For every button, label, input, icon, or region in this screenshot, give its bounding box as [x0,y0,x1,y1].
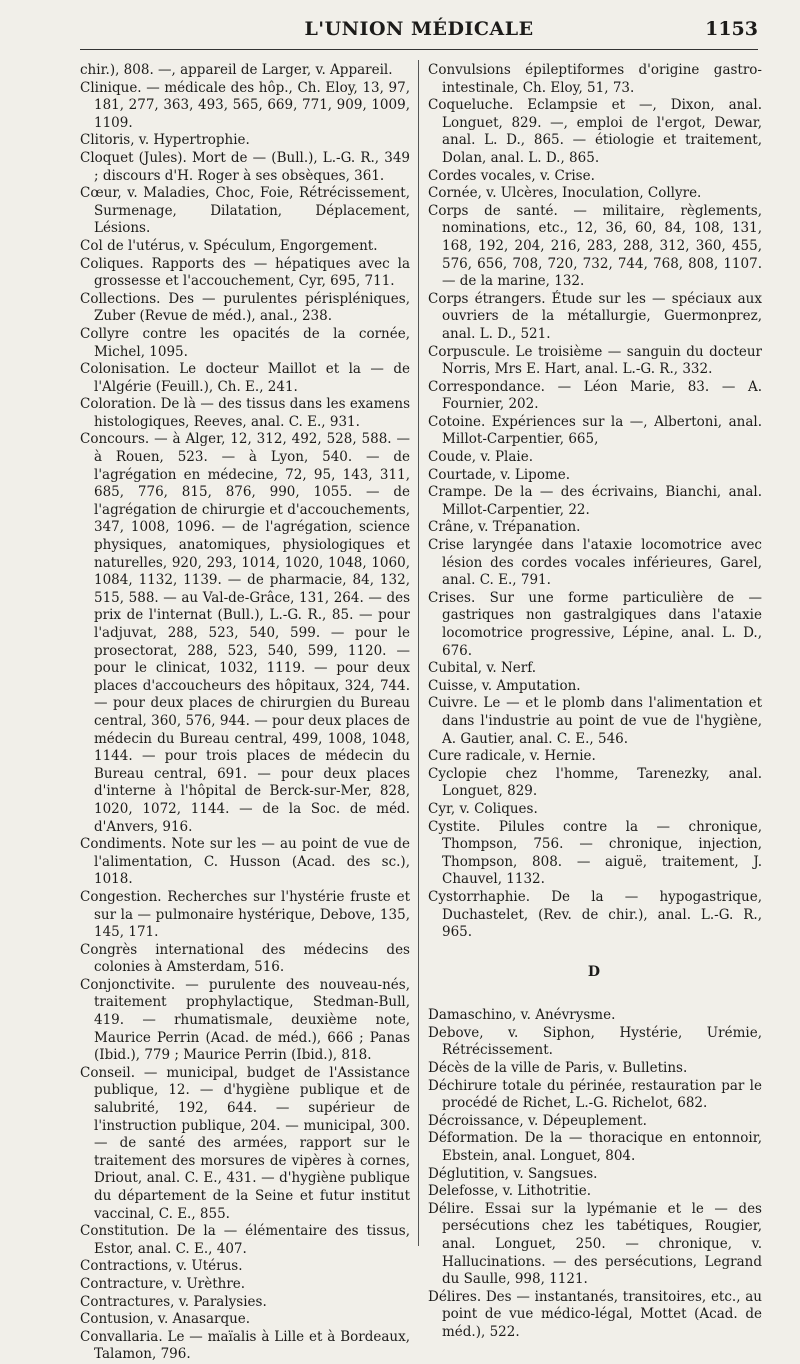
index-entry: Déchirure totale du périnée, restauration par le procédé de Richet, L.-G. Richelot, 682. [428,1077,762,1112]
index-entry: Cloquet (Jules). Mort de — (Bull.), L.-G. R., 349 ; discours d'H. Roger à ses obsèques, 361. [80,149,410,184]
right-column-entries-d [428,1007,762,1341]
index-entry: Crises. Sur une forme particulière de — gastriques non gastralgiques dans l'ataxie locomotrice progressive, Lépine, anal. L. D., 676. [428,589,762,659]
index-entry: Cuisse, v. Amputation. [428,677,581,694]
index-entry: Délires. Des — instantanés, transitoires, etc., au point de vue médico-légal, Mottet (Acad. de méd.), 522. [428,1288,762,1340]
index-entry: Cotoine. Expériences sur la —, Albertoni, anal. Millot-Carpentier, 665, [428,413,762,448]
index-entry: Convallaria. Le — maïalis à Lille et à Bordeaux, Talamon, 796. [80,1328,410,1363]
index-entry: Congestion. Recherches sur l'hystérie fruste et sur la — pulmonaire hystérique, Debove, 135, 145, 171. [80,888,410,941]
index-entry: Cystite. Pilules contre la — chronique, Thompson, 756. — chronique, injection, Thompson, 808. — aiguë, traitement, J. Chauvel, 1132. [428,818,762,888]
index-entry: Corps étrangers. Étude sur les — spéciaux aux ouvriers de la métallurgie, Guermonprez, anal. L. D., 521. [428,290,762,342]
index-entry: Correspondance. — Léon Marie, 83. — A. Fournier, 202. [428,378,762,413]
index-entry: Congrès international des médecins des colonies à Amsterdam, 516. [80,941,410,976]
index-entry: Clinique. — médicale des hôp., Ch. Eloy, 13, 97, 181, 277, 363, 493, 565, 669, 771, 909, 1009, 1109. [80,79,410,131]
index-entry: Cyclopie chez l'homme, Tarenezky, anal. Longuet, 829. [428,765,762,800]
index-entry: chir.), 808. —, appareil de Larger, v. Appareil. [80,62,393,78]
index-entry: Conjonctivite. — purulente des nouveau-nés, traitement prophylactique, Stedman-Bull, 419. — rhumatismale, deuxième note, Maurice Perrin (Acad. de méd.), 666 ; Panas (Ibid.), 779 ; Maurice Perrin (Ibid.), 818. [80,976,410,1064]
index-entry: Décroissance, v. Dépeuplement. [428,1112,647,1129]
column-divider [418,60,419,1246]
index-entry: Coqueluche. Eclampsie et —, Dixon, anal. Longuet, 829. —, emploi de l'ergot, Dewar, anal. L. D., 865. — étiologie et traitement, Dolan, anal. L. D., 865. [428,97,762,166]
index-entry: Clitoris, v. Hypertrophie. [80,132,250,149]
index-entry: Délire. Essai sur la lypémanie et le — des persécutions chez les tabétiques, Rougier, anal. Longuet, 250. — chronique, v. Hallucinations. — des persécutions, Legrand du Saulle, 998, 1121. [428,1200,762,1288]
right-column [428,62,762,1342]
index-entry: Constitution. De la — élémentaire des tissus, Estor, anal. C. E., 407. [80,1223,410,1257]
index-entry: Cœur, v. Maladies, Choc, Foie, Rétrécissement, Surmenage, Dilatation, Déplacement, Lésions. [80,185,410,237]
index-entry: Cystorrhaphie. De la — hypogastrique, Duchastelet, (Rev. de chir.), anal. L.-G. R., 965. [428,888,762,941]
index-entry: Colonisation. Le docteur Maillot et la — de l'Algérie (Feuill.), Ch. E., 241. [80,361,410,395]
index-entry: Corpuscule. Le troisième — sanguin du docteur Norris, Mrs E. Hart, anal. L.-G. R., 332. [428,343,762,378]
index-entry: Contractures, v. Paralysies. [80,1293,267,1310]
index-entry: Déformation. De la — thoracique en entonnoir, Ebstein, anal. Longuet, 804. [428,1130,762,1165]
index-entry: Contusion, v. Anasarque. [80,1311,251,1328]
index-entry: Cyr, v. Coliques. [428,800,538,817]
right-column-entries-c [428,62,762,942]
index-entry: Concours. — à Alger, 12, 312, 492, 528, 588. — à Rouen, 523. — à Lyon, 540. — de l'agrégation en médecine, 72, 95, 143, 311, 685, 776, 815, 876, 990, 1055. — de l'agrégation de chirurgie et d'accouchements, 347, 1008, 1096. — de l'agrégation, science physiques, anatomiques, physiologiques et naturelles, 920, 293, 1014, 1020, 1048, 1060, 1084, 1132, 1139. — de pharmacie, 84, 132, 515, 588. — au Val-de-Grâce, 131, 264. — des prix de l'internat (Bull.), L.-G. R., 85. — pour l'adjuvat, 288, 523, 540, 599. — pour le prosectorat, 288, 523, 540, 599, 1120. — pour le clinicat, 1032, 1119. — pour deux places d'accoucheurs des hôpitaux, 324, 744. — pour deux places de chirurgien du Bureau central, 360, 576, 944. — pour deux places de médecin du Bureau central, 499, 1008, 1048, 1144. — pour trois places de médecin du Bureau central, 691. — pour deux places d'interne à l'hôpital de Berck-sur-Mer, 828, 1020, 1072, 1144. — de la Soc. de méd. d'Anvers, 916. [80,431,410,835]
index-entry: Coliques. Rapports des — hépatiques avec la grossesse et l'accouchement, Cyr, 695, 711. [80,255,410,290]
index-entry: Contracture, v. Urèthre. [80,1275,246,1292]
index-entry: Conseil. — municipal, budget de l'Assistance publique, 12. — d'hygiène publique et de salubrité, 192, 644. — supérieur de l'instruction publique, 204. — municipal, 300. — de santé des armées, rapport sur le traitement des morsures de vipères à cornes, Driout, anal. C. E., 431. — d'hygiène publique du département de la Seine et futur institut vaccinal, C. E., 855. [80,1064,410,1222]
index-entry: Cubital, v. Nerf. [428,660,537,677]
index-entry: Cure radicale, v. Hernie. [428,748,596,765]
running-title: L'UNION MÉDICALE [304,18,534,40]
index-entry: Crise laryngée dans l'ataxie locomotrice avec lésion des cordes vocales inférieures, Garel, anal. C. E., 791. [428,537,762,589]
page-header [80,14,758,44]
index-entry: Corps de santé. — militaire, règlements, nominations, etc., 12, 36, 60, 84, 108, 131, 168, 192, 204, 216, 283, 288, 312, 360, 455, 576, 656, 708, 720, 732, 744, 768, 808, 1107. — de la marine, 132. [428,202,762,290]
index-entry: Coloration. De là — des tissus dans les examens histologiques, Reeves, anal. C. E., 931. [80,396,410,430]
page-number: 1153 [705,18,758,40]
index-entry: Condiments. Note sur les — au point de vue de l'alimentation, C. Husson (Acad. des sc.), 1018. [80,836,410,888]
index-entry: Crampe. De la — des écrivains, Bianchi, anal. Millot-Carpentier, 22. [428,484,762,518]
index-entry: Cuivre. Le — et le plomb dans l'alimentation et dans l'industrie au point de vue de l'hygiène, A. Gautier, anal. C. E., 546. [428,695,762,747]
left-column [80,62,410,1364]
index-entry: Cornée, v. Ulcères, Inoculation, Collyre. [428,185,702,202]
index-entry: Courtade, v. Lipome. [428,466,571,483]
index-entry: Contractions, v. Utérus. [80,1258,243,1275]
index-entry: Coude, v. Plaie. [428,449,534,466]
index-entry: Collections. Des — purulentes périspléniques, Zuber (Revue de méd.), anal., 238. [80,290,410,325]
index-entry: Delefosse, v. Lithotritie. [428,1183,592,1200]
index-entry: Déglutition, v. Sangsues. [428,1165,598,1182]
index-entry: Décès de la ville de Paris, v. Bulletins. [428,1060,688,1077]
index-entry: Cordes vocales, v. Crise. [428,167,595,184]
header-rule [80,49,758,50]
index-entry: Damaschino, v. Anévrysme. [428,1007,616,1024]
index-entry: Crâne, v. Trépanation. [428,519,581,536]
index-entry: Collyre contre les opacités de la cornée, Michel, 1095. [80,325,410,360]
index-entry: Convulsions épileptiformes d'origine gastro-intestinale, Ch. Eloy, 51, 73. [428,62,762,96]
section-letter: D [587,963,603,980]
index-entry: Col de l'utérus, v. Spéculum, Engorgement. [80,237,378,254]
index-entry: Debove, v. Siphon, Hystérie, Urémie, Rétrécissement. [428,1024,762,1059]
